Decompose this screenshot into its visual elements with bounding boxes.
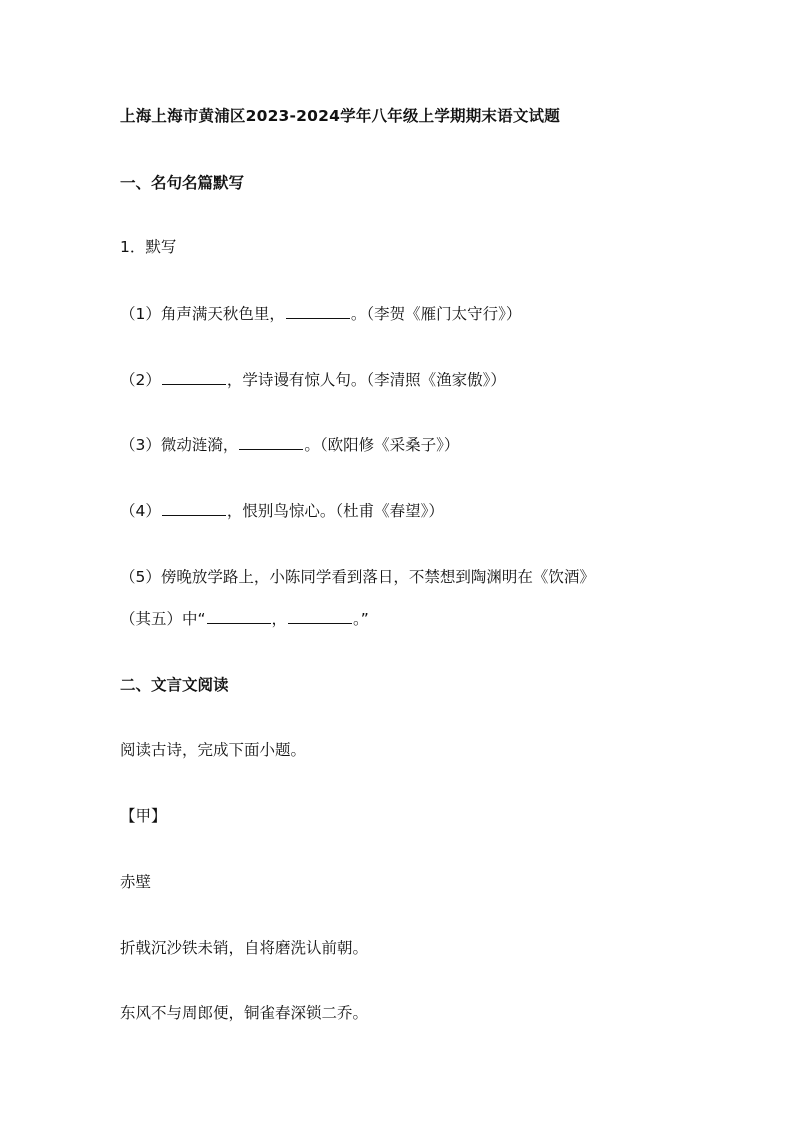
answer-blank (286, 302, 350, 319)
item-prefix: （1）角声满天秋色里， (120, 305, 285, 323)
item-prefix: （3）微动涟漪， (120, 436, 239, 454)
question-item-3 (120, 433, 724, 456)
question-item-2 (120, 368, 724, 391)
answer-blank (162, 499, 226, 516)
poem-title: 赤壁 (120, 873, 152, 891)
item-suffix: 。（欧阳修《采桑子》） (304, 436, 460, 454)
question-item-5-line1: （5）傍晚放学路上，小陈同学看到落日，不禁想到陶渊明在《饮酒》 (120, 568, 595, 586)
item-suffix: 。（李贺《雁门太守行》） (350, 305, 522, 323)
item-suffix: ，学诗谩有惊人句。（李清照《渔家傲》） (226, 371, 506, 389)
answer-blank (288, 607, 352, 624)
item-prefix: （2） (120, 371, 161, 389)
item-suffix: 。” (353, 610, 369, 628)
question-item-4 (120, 499, 724, 522)
part-label: 【甲】 (120, 807, 167, 825)
poem-line-1: 折戟沉沙铁未销，自将磨洗认前朝。 (120, 939, 369, 957)
question-label: 1．默写 (120, 238, 177, 256)
item-middle: ， (271, 610, 288, 628)
question-item-5-line2 (120, 607, 724, 630)
section-heading-classical: 二、文言文阅读 (120, 676, 229, 694)
section-heading-recitation: 一、名句名篇默写 (120, 174, 245, 192)
item-prefix: （4） (120, 502, 161, 520)
document-title: 上海上海市黄浦区2023-2024学年八年级上学期期末语文试题 (120, 107, 560, 125)
answer-blank (162, 368, 226, 385)
item-prefix: （其五）中“ (120, 610, 206, 628)
answer-blank (239, 433, 303, 450)
poem-line-2: 东风不与周郎便，铜雀春深锁二乔。 (120, 1004, 369, 1022)
answer-blank (207, 607, 271, 624)
reading-instruction: 阅读古诗，完成下面小题。 (120, 741, 307, 759)
question-item-1 (120, 302, 724, 325)
item-suffix: ，恨别鸟惊心。（杜甫《春望》） (226, 502, 444, 520)
